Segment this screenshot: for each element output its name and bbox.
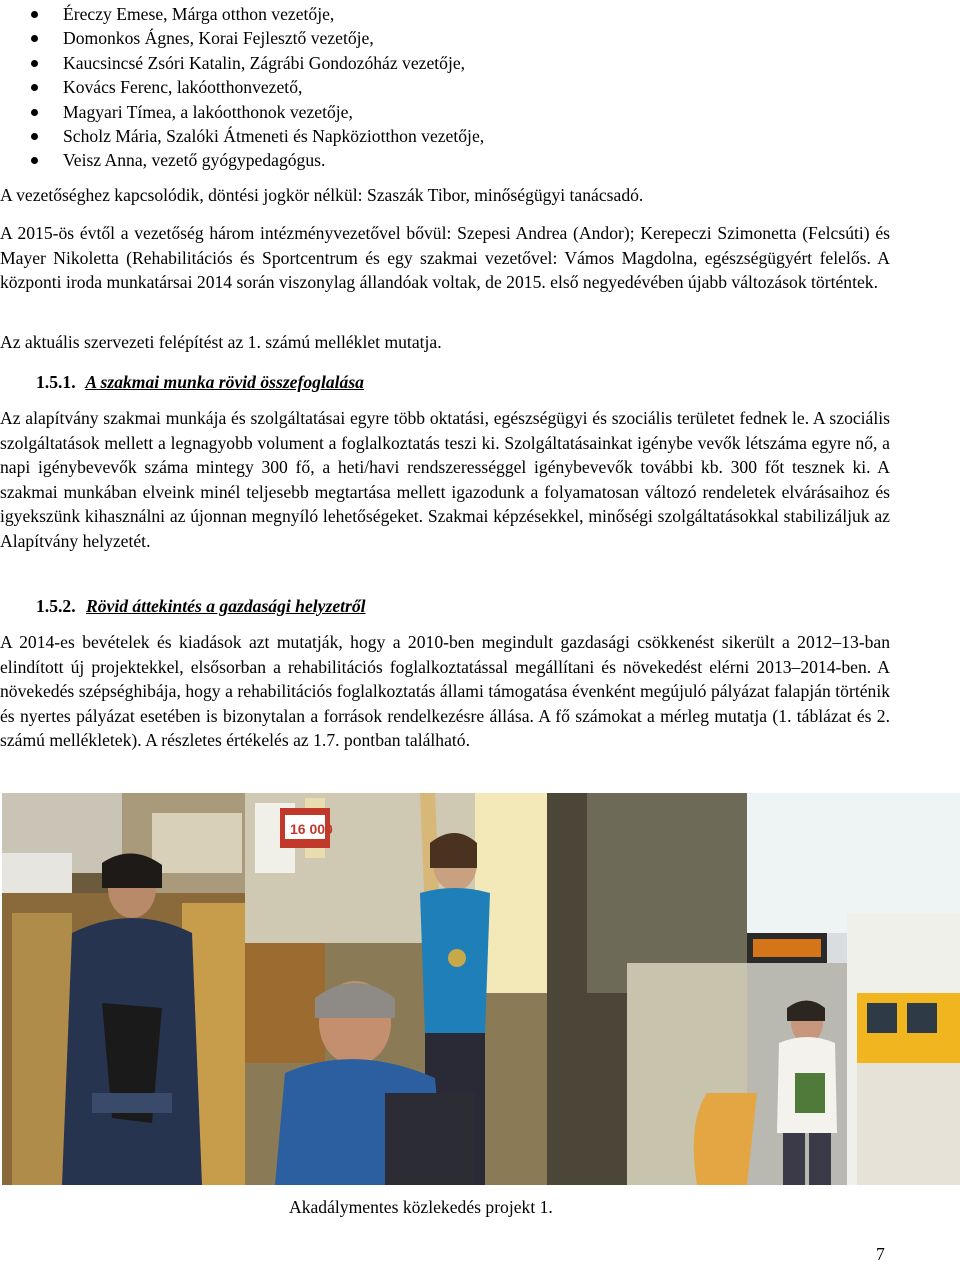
economic-overview-paragraph: A 2014-es bevételek és kiadások azt mutatják, hogy a 2010-ben megindult gazdasági csökkenést sikerült a 2012–13-ban elindított új projektekkel, elsősorban a rehabilitációs foglalkoztatással megállítani és növekedést elérni 2013–2014-ben. A növekedés szépséghibája, hogy a rehabilitációs foglalkoztatás állami támogatása évenként megújuló pályázat falapján történik és nyertes pályázat esetében is bizonytalan a források rendelkezésre állása. A fő számokat a mérleg mutatja (1. táblázat és 2. számú mellékletek). A részletes értékelés az 1.7. pontban található. [0, 632, 890, 751]
section-heading [36, 596, 366, 617]
list-item: Veisz Anna, vezető gyógypedagógus. [0, 148, 700, 172]
professional-work-paragraph: Az alapítvány szakmai munkája és szolgáltatásai egyre több oktatási, egészségügyi és szociális területet fednek le. A szociális szolgáltatások mellett a legnagyobb volument a foglalkoztatás teszi ki. Szolgáltatásainkat igénybe vevők létszáma egyre nő, a napi igénybevevők száma mintegy 300 fő, a heti/havi rendszerességgel igénybevevők további kb. 300 főt tesznek ki. A szakmai munkában elveink minél teljesebb megtartása mellett igazodunk a folyamatosan változó rendeletek elvárásaihoz és igyekszünk kihasználni az újonnan megnyíló lehetőségeket. Szakmai képzésekkel, minőségi szolgáltatásokkal stabilizáljuk az Alapítvány helyzetét. [0, 408, 890, 551]
list-item: Kaucsincsé Zsóri Katalin, Zágrábi Gondozóház vezetője, [0, 51, 700, 75]
section-number: 1.5.1. [36, 372, 76, 392]
bullet-icon [31, 109, 38, 116]
page-number: 7 [876, 1244, 885, 1264]
section-number: 1.5.2. [36, 596, 76, 616]
section-heading [36, 372, 364, 393]
tram-interior-photo [245, 793, 547, 1185]
list-item: Scholz Mária, Szalóki Átmeneti és Napköziotthon vezetője, [0, 124, 700, 148]
tram-passenger-photo [2, 793, 245, 1185]
bullet-icon [31, 133, 38, 140]
leadership-change-paragraph: A 2015-ös évtől a vezetőség három intézményvezetővel bővül: Szepesi Andrea (Andor); Kerepeczi Szimonetta (Felcsúti) és Mayer Nikoletta (Rehabilitációs és Sportcentrum és egy szakmai vezetővel: Vámos Magdolna, egészségügyért felelős. A központi iroda munkatársai 2014 során viszonylag állandóak voltak, de 2015. első negyedévében újabb változások történtek. [0, 223, 890, 293]
staff-list [0, 2, 700, 173]
section-title: A szakmai munka rövid összefoglalása [85, 372, 364, 392]
section-title: Rövid áttekintés a gazdasági helyzetről [86, 596, 366, 616]
bullet-icon [31, 60, 38, 67]
photo-caption: Akadálymentes közlekedés projekt 1. [289, 1197, 553, 1217]
tram-stop-photo [547, 793, 960, 1185]
advisor-paragraph: A vezetőséghez kapcsolódik, döntési jogkör nélkül: Szaszák Tibor, minőségügyi tanácsadó. [0, 185, 644, 205]
photo-collage [2, 793, 960, 1185]
bullet-icon [31, 35, 38, 42]
list-item: Éreczy Emese, Márga otthon vezetője, [0, 2, 700, 26]
bullet-icon [31, 84, 38, 91]
sign-text: 16 000 [290, 821, 333, 837]
bullet-icon [31, 157, 38, 164]
list-item: Kovács Ferenc, lakóotthonvezető, [0, 75, 700, 99]
list-item: Domonkos Ágnes, Korai Fejlesztő vezetője, [0, 26, 700, 50]
bullet-icon [31, 11, 38, 18]
list-item: Magyari Tímea, a lakóotthonok vezetője, [0, 100, 700, 124]
org-structure-paragraph: Az aktuális szervezeti felépítést az 1. számú melléklet mutatja. [0, 332, 442, 352]
